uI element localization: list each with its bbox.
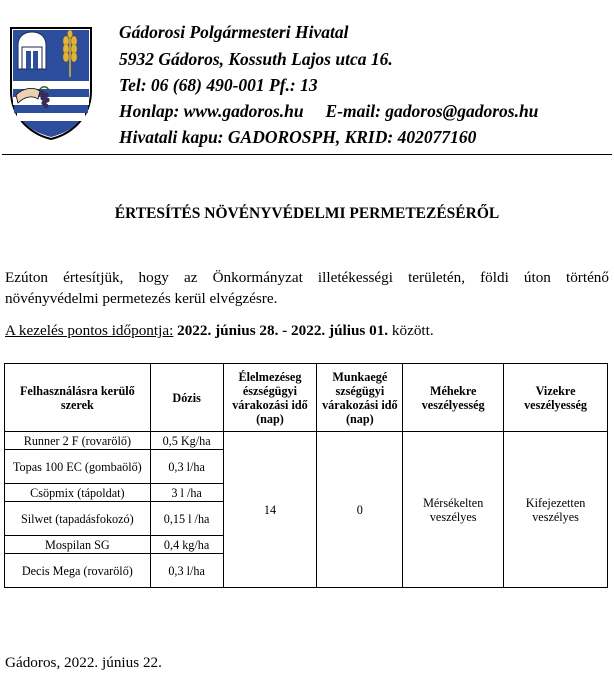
letterhead [0, 0, 614, 156]
water-hazard-cell: Kifejezetten veszélyes [504, 432, 608, 588]
notice-paragraph [5, 267, 609, 309]
col-header-bee-hazard: Méhekre veszélyesség [403, 364, 504, 432]
food-wait-cell: 14 [223, 432, 317, 588]
coat-of-arms-logo [8, 25, 94, 141]
agent-cell: Silwet (tapadásfokozó) [5, 502, 151, 536]
agent-cell: Runner 2 F (rovarölő) [5, 432, 151, 450]
bee-hazard-cell: Mérsékelten veszélyes [403, 432, 504, 588]
agent-cell: Topas 100 EC (gombaölő) [5, 450, 151, 484]
dose-cell: 0,3 l/ha [150, 554, 223, 588]
org-web-email: Honlap: www.gadoros.hu E-mail: gadoros@gadoros.hu [119, 101, 539, 121]
pesticide-table [4, 363, 608, 588]
col-header-water-hazard: Vizekre veszélyesség [504, 364, 608, 432]
document-title: ÉRTESÍTÉS NÖVÉNYVÉDELMI PERMETEZÉSÉRŐL [114, 205, 500, 222]
col-header-food-wait: Élelmezéseg észségügyi várakozási idő (nap) [223, 364, 317, 432]
col-header-work-wait: Munkaegé szségügyi várakozási idő (nap) [317, 364, 403, 432]
org-name: Gádorosi Polgármesteri Hivatal [119, 22, 349, 42]
notice-line-2: növényvédelmi permetezés kerül elvégzésre. [5, 290, 278, 307]
dose-cell: 3 l /ha [150, 484, 223, 502]
col-header-agent: Felhasználásra kerülő szerek [5, 364, 151, 432]
org-address: 5932 Gádoros, Kossuth Lajos utca 16. [119, 49, 393, 69]
agent-cell: Mospilan SG [5, 536, 151, 554]
org-office-gate: Hivatali kapu: GADOROSPH, KRID: 402077160 [119, 127, 477, 147]
dose-cell: 0,15 l /ha [150, 502, 223, 536]
dose-cell: 0,5 Kg/ha [150, 432, 223, 450]
notice-line-1: Ezúton értesítjük, hogy az Önkormányzat illetékességi területén, földi úton történő [5, 269, 609, 286]
schedule-label: A kezelés pontos időpontja: [5, 322, 174, 339]
agent-cell: Csöpmix (tápoldat) [5, 484, 151, 502]
table-row [5, 432, 608, 450]
schedule-suffix: között. [391, 322, 434, 339]
table-header-row [5, 364, 608, 432]
header-divider [2, 154, 612, 155]
work-wait-cell: 0 [317, 432, 403, 588]
treatment-schedule [5, 322, 434, 340]
dose-cell: 0,3 l/ha [150, 450, 223, 484]
col-header-dose: Dózis [150, 364, 223, 432]
place-and-date: Gádoros, 2022. június 22. [5, 654, 162, 671]
dose-cell: 0,4 kg/ha [150, 536, 223, 554]
org-phone: Tel: 06 (68) 490-001 Pf.: 13 [119, 75, 318, 95]
agent-cell: Decis Mega (rovarölő) [5, 554, 151, 588]
schedule-dates: 2022. június 28. - 2022. július 01. [177, 322, 389, 339]
